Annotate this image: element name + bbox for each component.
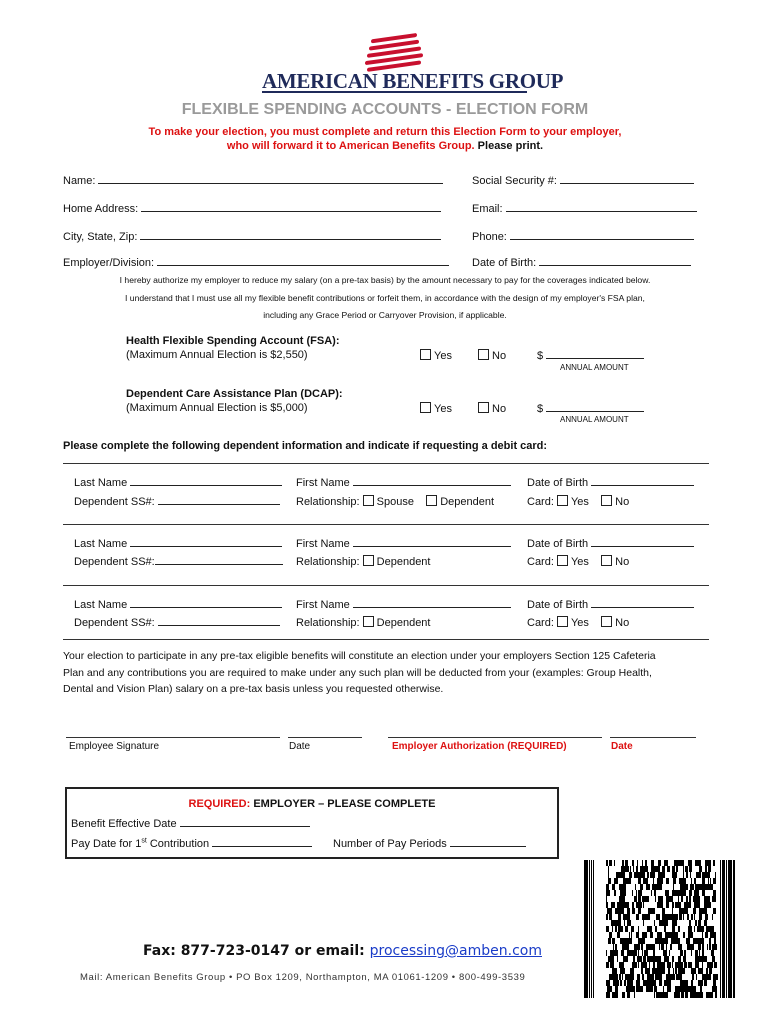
dependents-heading: Please complete the following dependent information and indicate if requesting a debit card: — [63, 440, 548, 452]
fsa-yes-option[interactable]: Yes — [420, 349, 452, 362]
dep3-ss-field[interactable]: Dependent SS#: — [74, 616, 280, 629]
dcap-no-checkbox[interactable] — [478, 402, 489, 413]
employer-authorization-line[interactable] — [388, 737, 602, 738]
flag-icon — [365, 32, 425, 74]
divider — [63, 463, 709, 464]
employer-authorization-label: Employer Authorization (REQUIRED) — [392, 741, 567, 752]
mail-line: Mail: American Benefits Group • PO Box 1209, Northampton, MA 01061-1209 • 800-499-3539 — [80, 972, 526, 983]
dep3-card: Card: Yes No — [527, 617, 630, 629]
dep1-card-no-checkbox[interactable] — [601, 495, 612, 506]
fsa-amount-field[interactable]: $ — [537, 349, 644, 362]
dcap-yes-option[interactable]: Yes — [420, 402, 452, 415]
ssn-field[interactable]: Social Security #: — [472, 174, 694, 187]
employer-box-title: REQUIRED: EMPLOYER – PLEASE COMPLETE — [188, 798, 436, 810]
dep1-last-name-field[interactable]: Last Name — [74, 476, 282, 489]
fsa-title: Health Flexible Spending Account (FSA): — [126, 335, 340, 347]
authorization-line-3: including any Grace Period or Carryover Provision, if applicable. — [263, 310, 507, 320]
benefit-effective-date-field[interactable]: Benefit Effective Date — [71, 817, 310, 830]
dep3-dependent-checkbox[interactable] — [363, 616, 374, 627]
logo-underline — [262, 91, 527, 93]
dep2-relationship: Relationship: Dependent — [296, 556, 431, 568]
dep2-card-no-checkbox[interactable] — [601, 555, 612, 566]
email-field[interactable]: Email: — [472, 202, 697, 215]
instruction-line-2-red: who will forward it to American Benefits Group. — [226, 140, 475, 152]
dep3-dob-field[interactable]: Date of Birth — [527, 598, 694, 611]
dep1-dob-field[interactable]: Date of Birth — [527, 476, 694, 489]
dep1-first-name-field[interactable]: First Name — [296, 476, 511, 489]
fsa-amount-label: ANNUAL AMOUNT — [560, 363, 629, 372]
dcap-no-option[interactable]: No — [478, 402, 506, 415]
employer-date-label: Date — [611, 741, 633, 752]
dcap-amount-field[interactable]: $ — [537, 402, 644, 415]
employer-date-line[interactable] — [610, 737, 696, 738]
phone-field[interactable]: Phone: — [472, 230, 694, 243]
name-field[interactable]: Name: — [63, 174, 443, 187]
dep3-card-yes-checkbox[interactable] — [557, 616, 568, 627]
dcap-subtitle: (Maximum Annual Election is $5,000) — [126, 402, 308, 414]
dep1-relationship: Relationship: Spouse Dependent — [296, 496, 495, 508]
pay-date-field[interactable]: Pay Date for 1st Contribution — [71, 837, 312, 850]
employer-division-field[interactable]: Employer/Division: — [63, 256, 449, 269]
dcap-amount-label: ANNUAL AMOUNT — [560, 415, 629, 424]
dep2-dob-field[interactable]: Date of Birth — [527, 537, 694, 550]
authorization-line-2: I understand that I must use all my flexible benefit contributions or forfeit them, in accordance with the design of my employer's FSA plan, — [125, 293, 645, 303]
date-of-birth-field[interactable]: Date of Birth: — [472, 256, 691, 269]
barcode-image — [584, 860, 742, 998]
dep1-card: Card: Yes No — [527, 496, 630, 508]
dep2-card: Card: Yes No — [527, 556, 630, 568]
dep2-card-yes-checkbox[interactable] — [557, 555, 568, 566]
election-text-line-1: Your election to participate in any pre-tax eligible benefits will constitute an election under your employers Section 125 Cafeteria — [63, 650, 656, 662]
employee-date-line[interactable] — [288, 737, 362, 738]
email-link[interactable]: processing@amben.com — [369, 943, 542, 959]
dep2-dependent-checkbox[interactable] — [363, 555, 374, 566]
authorization-line-1: I hereby authorize my employer to reduce my salary (on a pre-tax basis) by the amount necessary to pay for the coverages indicated below. — [119, 275, 651, 285]
employer-box — [65, 787, 559, 859]
divider — [63, 585, 709, 586]
fax-email-line — [143, 943, 542, 959]
instruction-line-1: To make your election, you must complete and return this Election Form to your employer, — [148, 126, 622, 138]
dep3-card-no-checkbox[interactable] — [601, 616, 612, 627]
dcap-title: Dependent Care Assistance Plan (DCAP): — [126, 388, 343, 400]
city-state-zip-field[interactable]: City, State, Zip: — [63, 230, 441, 243]
dep3-last-name-field[interactable]: Last Name — [74, 598, 282, 611]
election-text-line-2: Plan and any contributions you are required to make under any such plan will be deducted from your (examples: Group Health, — [63, 667, 652, 679]
dep1-dependent-checkbox[interactable] — [426, 495, 437, 506]
dep3-first-name-field[interactable]: First Name — [296, 598, 511, 611]
dep1-card-yes-checkbox[interactable] — [557, 495, 568, 506]
dep1-spouse-checkbox[interactable] — [363, 495, 374, 506]
election-text-line-3: Dental and Vision Plan) salary on a pre-tax basis unless you requested otherwise. — [63, 683, 444, 695]
dep2-first-name-field[interactable]: First Name — [296, 537, 511, 550]
fax-text: Fax: 877-723-0147 or email: — [143, 943, 365, 959]
fsa-no-option[interactable]: No — [478, 349, 506, 362]
fsa-no-checkbox[interactable] — [478, 349, 489, 360]
logo-text: AMERICAN BENEFITS GROUP — [262, 69, 564, 93]
employee-date-label: Date — [289, 741, 311, 752]
dep1-ss-field[interactable]: Dependent SS#: — [74, 495, 280, 508]
divider — [63, 639, 709, 640]
divider — [63, 524, 709, 525]
dep2-last-name-field[interactable]: Last Name — [74, 537, 282, 550]
dcap-yes-checkbox[interactable] — [420, 402, 431, 413]
fsa-yes-checkbox[interactable] — [420, 349, 431, 360]
instruction-line-2 — [0, 140, 770, 152]
fsa-subtitle: (Maximum Annual Election is $2,550) — [126, 349, 308, 361]
home-address-field[interactable]: Home Address: — [63, 202, 441, 215]
employee-signature-label: Employee Signature — [69, 741, 160, 752]
instruction-line-2-black: Please print. — [474, 140, 544, 152]
dep3-relationship: Relationship: Dependent — [296, 617, 431, 629]
form-title: FLEXIBLE SPENDING ACCOUNTS - ELECTION FORM — [181, 101, 589, 118]
employee-signature-line[interactable] — [66, 737, 280, 738]
number-of-pay-periods-field[interactable]: Number of Pay Periods — [333, 837, 526, 850]
dep2-ss-field[interactable]: Dependent SS#: — [74, 555, 283, 568]
